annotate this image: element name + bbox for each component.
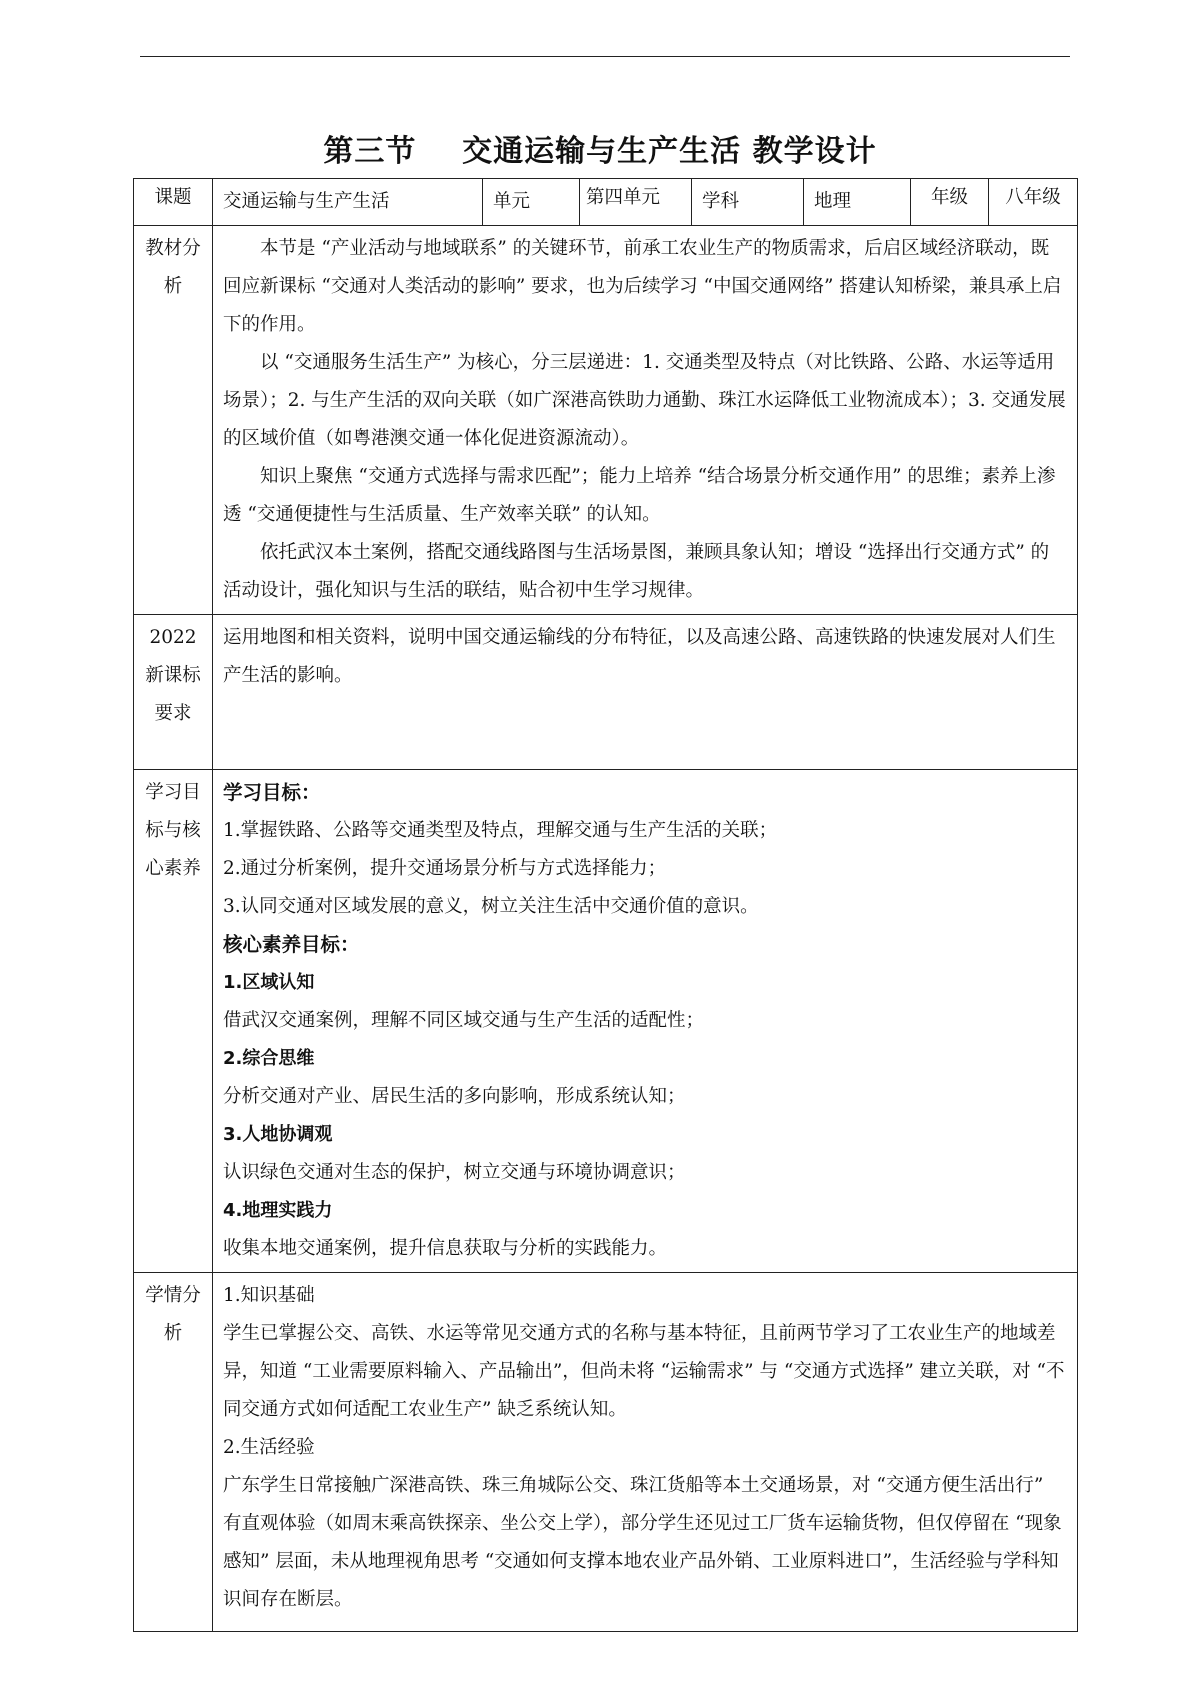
core-literacy-title: 2.综合思维 — [223, 1048, 315, 1069]
curriculum-standard-label: 2022新课标要求 — [134, 615, 213, 770]
header-rule — [140, 56, 1070, 57]
core-literacy-text: 借武汉交通案例，理解不同区域交通与生产生活的适配性； — [223, 1010, 705, 1031]
topic-label: 课题 — [134, 179, 213, 226]
learning-objectives-heading: 学习目标： — [223, 781, 321, 804]
student-analysis-label: 学情分析 — [134, 1273, 213, 1632]
core-literacy-title: 1.区域认知 — [223, 972, 315, 993]
objectives-content — [213, 770, 1078, 1273]
objectives-row — [134, 770, 1078, 1273]
core-literacy-text: 分析交通对产业、居民生活的多向影响，形成系统认知； — [223, 1086, 686, 1107]
learning-objective-item: 1.掌握铁路、公路等交通类型及特点，理解交通与生产生活的关联； — [223, 820, 778, 841]
subject-value: 地理 — [804, 179, 911, 226]
curriculum-standard-row — [134, 615, 1078, 770]
objectives-label: 学习目标与核心素养 — [134, 770, 213, 1273]
student-analysis-title: 1.知识基础 — [223, 1285, 315, 1306]
student-analysis-text: 广东学生日常接触广深港高铁、珠三角城际公交、珠江货船等本土交通场景，对 “交通方便生活出行” 有直观体验（如周末乘高铁探亲、坐公交上学），部分学生还见过工厂货车运输货物，但仅停留在 “现象感知” 层面，未从地理视角思考 “交通如何支撑本地农业产品外销、工业原料进口”，生活经验与学科知识间存在断层。 — [223, 1475, 1062, 1610]
header-row — [134, 179, 1078, 226]
core-literacy-heading: 核心素养目标： — [223, 933, 360, 956]
topic-value: 交通运输与生产生活 — [213, 179, 483, 226]
core-literacy-text: 认识绿色交通对生态的保护，树立交通与环境协调意识； — [223, 1162, 686, 1183]
textbook-paragraph: 依托武汉本土案例，搭配交通线路图与生活场景图，兼顾具象认知；增设 “选择出行交通方式” 的活动设计，强化知识与生活的联结，贴合初中生学习规律。 — [223, 542, 1050, 601]
learning-objective-item: 2.通过分析案例，提升交通场景分析与方式选择能力； — [223, 858, 667, 879]
textbook-paragraph: 以 “交通服务生活生产” 为核心，分三层递进：1. 交通类型及特点（对比铁路、公路、水运等适用场景）；2. 与生产生活的双向关联（如广深港高铁助力通勤、珠江水运降低工业物流成本）；3. 交通发展的区域价值（如粤港澳交通一体化促进资源流动）。 — [223, 352, 1066, 449]
subject-label: 学科 — [692, 179, 804, 226]
core-literacy-title: 3.人地协调观 — [223, 1124, 333, 1145]
core-literacy-text: 收集本地交通案例，提升信息获取与分析的实践能力。 — [223, 1238, 668, 1259]
student-analysis-content — [213, 1273, 1078, 1632]
textbook-analysis-row — [134, 226, 1078, 615]
textbook-paragraph: 知识上聚焦 “交通方式选择与需求匹配”；能力上培养 “结合场景分析交通作用” 的思维；素养上渗透 “交通便捷性与生活质量、生产效率关联” 的认知。 — [223, 466, 1056, 525]
grade-value: 八年级 — [989, 179, 1078, 226]
student-analysis-title: 2.生活经验 — [223, 1437, 315, 1458]
student-analysis-row — [134, 1273, 1078, 1632]
unit-value: 第四单元 — [580, 179, 692, 226]
textbook-analysis-label: 教材分析 — [134, 226, 213, 615]
unit-label: 单元 — [483, 179, 580, 226]
textbook-analysis-content — [213, 226, 1078, 615]
textbook-paragraph: 本节是 “产业活动与地域联系” 的关键环节，前承工农业生产的物质需求，后启区域经济联动，既回应新课标 “交通对人类活动的影响” 要求，也为后续学习 “中国交通网络” 搭建认知桥梁，兼具承上启下的作用。 — [223, 238, 1062, 335]
curriculum-standard-text: 运用地图和相关资料，说明中国交通运输线的分布特征，以及高速公路、高速铁路的快速发展对人们生产生活的影响。 — [213, 615, 1078, 770]
core-literacy-title: 4.地理实践力 — [223, 1200, 333, 1221]
page-title: 第三节 交通运输与生产生活 教学设计 — [323, 134, 877, 169]
grade-label: 年级 — [911, 179, 989, 226]
student-analysis-text: 学生已掌握公交、高铁、水运等常见交通方式的名称与基本特征，且前两节学习了工农业生产的地域差异，知道 “工业需要原料输入、产品输出”，但尚未将 “运输需求” 与 “交通方式选择” 建立关联，对 “不同交通方式如何适配工农业生产” 缺乏系统认知。 — [223, 1323, 1065, 1420]
lesson-design-table — [133, 178, 1078, 1632]
learning-objective-item: 3.认同交通对区域发展的意义，树立关注生活中交通价值的意识。 — [223, 896, 759, 917]
